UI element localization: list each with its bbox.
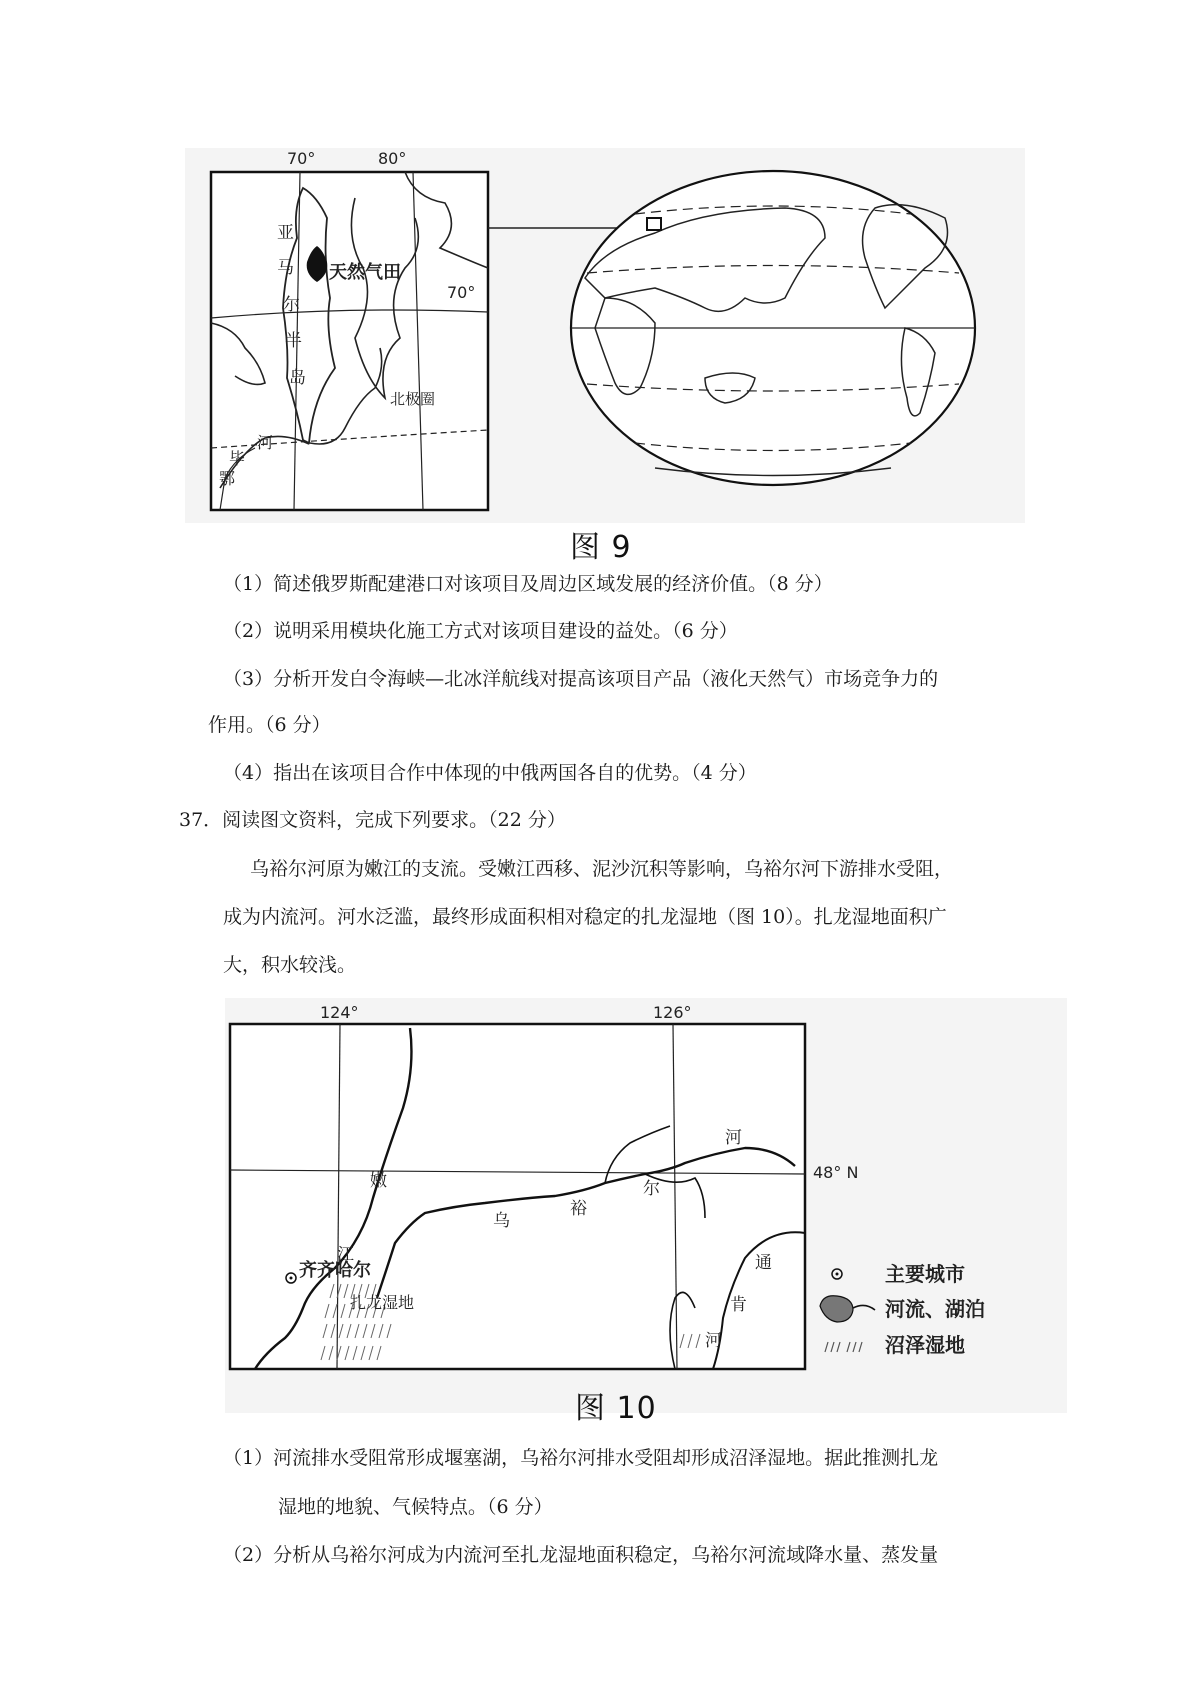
tongken-char-2: 肯 [730, 1295, 747, 1315]
figure-9 [185, 148, 1025, 523]
q37-header: 37．阅读图文资料，完成下列要求。（22 分） [179, 809, 566, 831]
wuyuer-char-1: 乌 [493, 1211, 510, 1231]
lon-126-label: 126° [653, 1003, 692, 1022]
nenjiang-char-1: 嫩 [370, 1171, 387, 1191]
qiqihar-city-dot [290, 1277, 293, 1280]
lon-70-label: 70° [287, 149, 316, 168]
wuyuer-char-4: 河 [725, 1128, 742, 1148]
legend-wetland-icon [825, 1342, 862, 1352]
peninsula-char-4: 半 [285, 331, 302, 351]
gas-field-label: 天然气田 [329, 262, 401, 283]
figure-9-map [185, 148, 1025, 523]
zhalong-map-frame [230, 1024, 805, 1369]
legend-wetland-label: 沼泽湿地 [885, 1333, 965, 1357]
lat-70-label: 70° [447, 283, 476, 302]
peninsula-char-1: 亚 [277, 223, 294, 243]
wuyuer-char-3: 尔 [643, 1179, 660, 1199]
q37-item-1-cont: 湿地的地貌、气候特点。（6 分） [278, 1496, 553, 1518]
q36-item-4: （4）指出在该项目合作中体现的中俄两国各自的优势。（4 分） [223, 762, 757, 784]
wuyuer-char-2: 裕 [570, 1199, 587, 1219]
q36-item-2: （2）说明采用模块化施工方式对该项目建设的益处。（6 分） [223, 620, 738, 642]
q37-para-line-3: 大，积水较浅。 [223, 954, 357, 976]
figure-10-map [225, 998, 1067, 1413]
q37-para-line-1: 乌裕尔河原为嫩江的支流。受嫩江西移、泥沙沉积等影响，乌裕尔河下游排水受阻， [250, 858, 954, 880]
legend-city-label: 主要城市 [885, 1262, 965, 1286]
qiqihar-label: 齐齐哈尔 [299, 1260, 371, 1281]
figure-10-caption: 图 10 [575, 1391, 657, 1426]
q37-para-line-2: 成为内流河。河水泛滥，最终形成面积相对稳定的扎龙湿地（图 10）。扎龙湿地面积广 [223, 906, 947, 928]
legend-city-dot [836, 1273, 839, 1276]
nenjiang-char-2: 江 [337, 1245, 354, 1265]
q36-item-1: （1）简述俄罗斯配建港口对该项目及周边区域发展的经济价值。（8 分） [223, 573, 833, 595]
legend-river-icon [853, 1305, 875, 1310]
q36-item-3-cont: 作用。（6 分） [208, 714, 331, 736]
q37-item-2: （2）分析从乌裕尔河成为内流河至扎龙湿地面积稳定，乌裕尔河流域降水量、蒸发量 [223, 1544, 939, 1566]
ob-char-1: 鄂 [219, 469, 236, 488]
peninsula-char-5: 岛 [289, 368, 306, 388]
lon-80-label: 80° [378, 149, 407, 168]
q37-item-1: （1）河流排水受阻常形成堰塞湖，乌裕尔河排水受阻却形成沼泽湿地。据此推测扎龙 [223, 1447, 939, 1469]
figure-10 [225, 998, 1067, 1413]
tongken-char-1: 通 [755, 1253, 772, 1273]
ob-char-3: 河 [257, 433, 274, 452]
legend-river-label: 河流、湖泊 [885, 1297, 985, 1321]
ob-char-2: 毕 [229, 449, 246, 468]
figure-9-caption: 图 9 [570, 530, 632, 565]
tongken-char-3: 河 [705, 1331, 722, 1351]
arctic-circle-label: 北极圈 [390, 390, 436, 408]
legend-lake-icon [820, 1296, 853, 1322]
yamal-map-frame [211, 172, 488, 510]
peninsula-char-2: 马 [277, 258, 294, 278]
zhalong-wetland-label: 扎龙湿地 [350, 1293, 415, 1312]
peninsula-char-3: 尔 [283, 295, 300, 315]
q36-item-3: （3）分析开发白令海峡—北冰洋航线对提高该项目产品（液化天然气）市场竞争力的 [223, 668, 939, 690]
lon-124-label: 124° [320, 1003, 359, 1022]
lat-48-label: 48° N [813, 1163, 859, 1182]
